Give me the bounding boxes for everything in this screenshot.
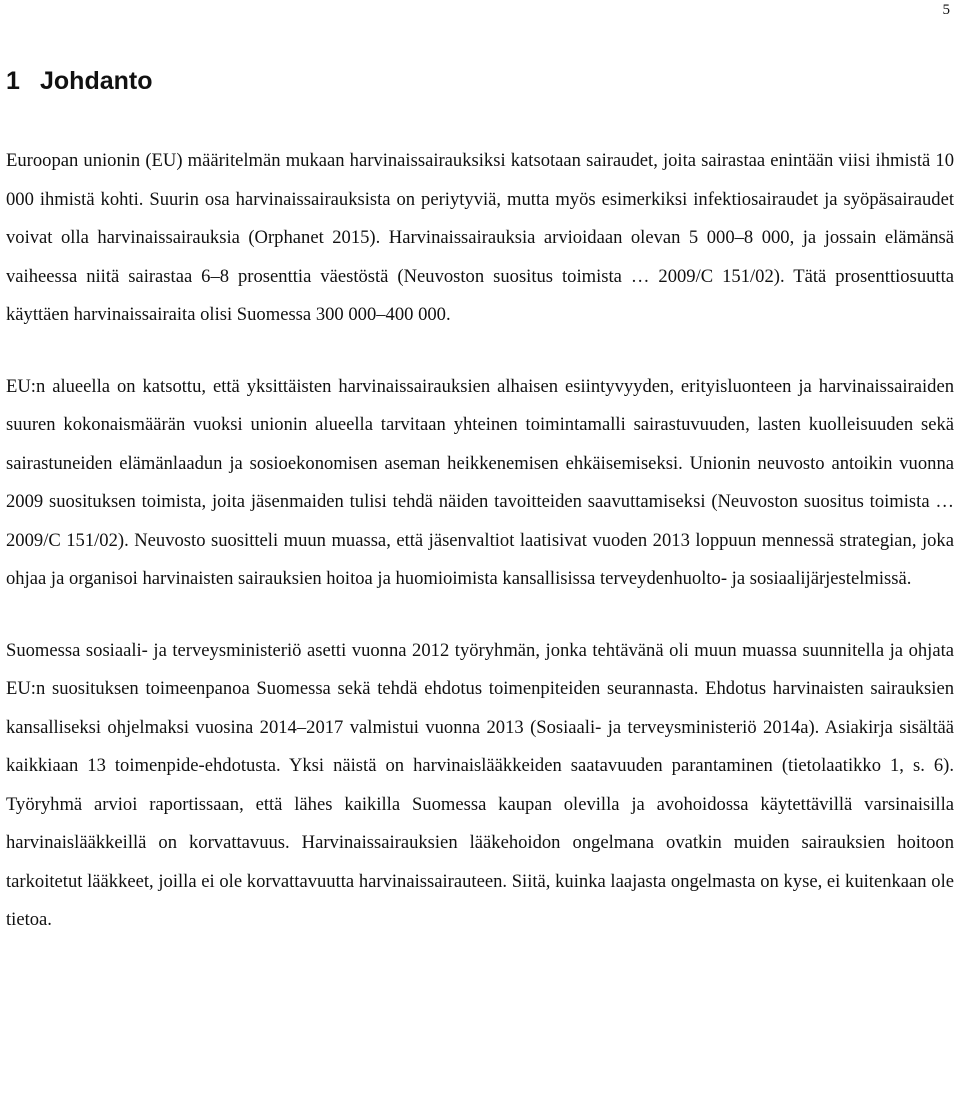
section-title: Johdanto [40,67,153,95]
paragraph-introduction: Euroopan unionin (EU) määritelmän mukaan harvinaissairauksiksi katsotaan sairaudet, joita sairastaa enintään viisi ihmistä 10 000 ihmistä kohti. Suurin osa harvinaissairauksista on periytyviä, mutta myös esimerkiksi infektiosairaudet ja syöpäsairaudet voivat olla harvinaissairauksia (Orphanet 2015). Harvinaissairauksia arvioidaan olevan 5 000–8 000, ja jossain elämänsä vaiheessa niitä sairastaa 6–8 prosenttia väestöstä (Neuvoston suositus toimista … 2009/C 151/02). Tätä prosenttiosuutta käyttäen harvinaissairaita olisi Suomessa 300 000–400 000. [6,150,954,325]
page-number: 5 [942,2,950,18]
paragraph-eu-recommendation: EU:n alueella on katsottu, että yksittäisten harvinaissairauksien alhaisen esiintyvyyden, erityisluonteen ja harvinaissairaiden suuren kokonaismäärän vuoksi unionin alueella tarvitaan yhteinen toimintamalli sairastuvuuden, lasten kuolleisuuden sekä sairastuneiden elämänlaadun ja sosioekonomisen aseman heikkenemisen ehkäisemiseksi. Unionin neuvosto antoikin vuonna 2009 suosituksen toimista, joita jäsenmaiden tulisi tehdä näiden tavoitteiden saavuttamiseksi (Neuvoston suositus toimista … 2009/C 151/02). Neuvosto suositteli muun muassa, että jäsenvaltiot laatisivat vuoden 2013 loppuun mennessä strategian, joka ohjaa ja organisoi harvinaisten sairauksien hoitoa ja huomioimista kansallisissa terveydenhuolto- ja sosiaalijärjestelmissä. [6,375,954,589]
section-number: 1 [6,67,20,95]
paragraph-finland-programme: Suomessa sosiaali- ja terveysministeriö asetti vuonna 2012 työryhmän, jonka tehtävänä oli muun muassa suunnitella ja ohjata EU:n suosituksen toimeenpanoa Suomessa sekä tehdä ehdotus toimenpiteiden seurannasta. Ehdotus harvinaisten sairauksien kansalliseksi ohjelmaksi vuosina 2014–2017 valmistui vuonna 2013 (Sosiaali- ja terveysministeriö 2014a). Asiakirja sisältää kaikkiaan 13 toimenpide-ehdotusta. Yksi näistä on harvinaislääkkeiden saatavuuden parantaminen (tietolaatikko 1, s. 6). Työryhmä arvioi raportissaan, että lähes kaikilla Suomessa kaupan olevilla ja avohoidossa käytettävillä varsinaisilla harvinaislääkkeillä on korvattavuus. Harvinaissairauksien lääkehoidon ongelmana ovatkin muiden sairauksien hoitoon tarkoitetut lääkkeet, joilla ei ole korvattavuutta harvinaissairauteen. Siitä, kuinka laajasta ongelmasta on kyse, ei kuitenkaan ole tietoa. [6,639,954,930]
body-text [6,142,954,940]
section-heading [6,64,153,98]
